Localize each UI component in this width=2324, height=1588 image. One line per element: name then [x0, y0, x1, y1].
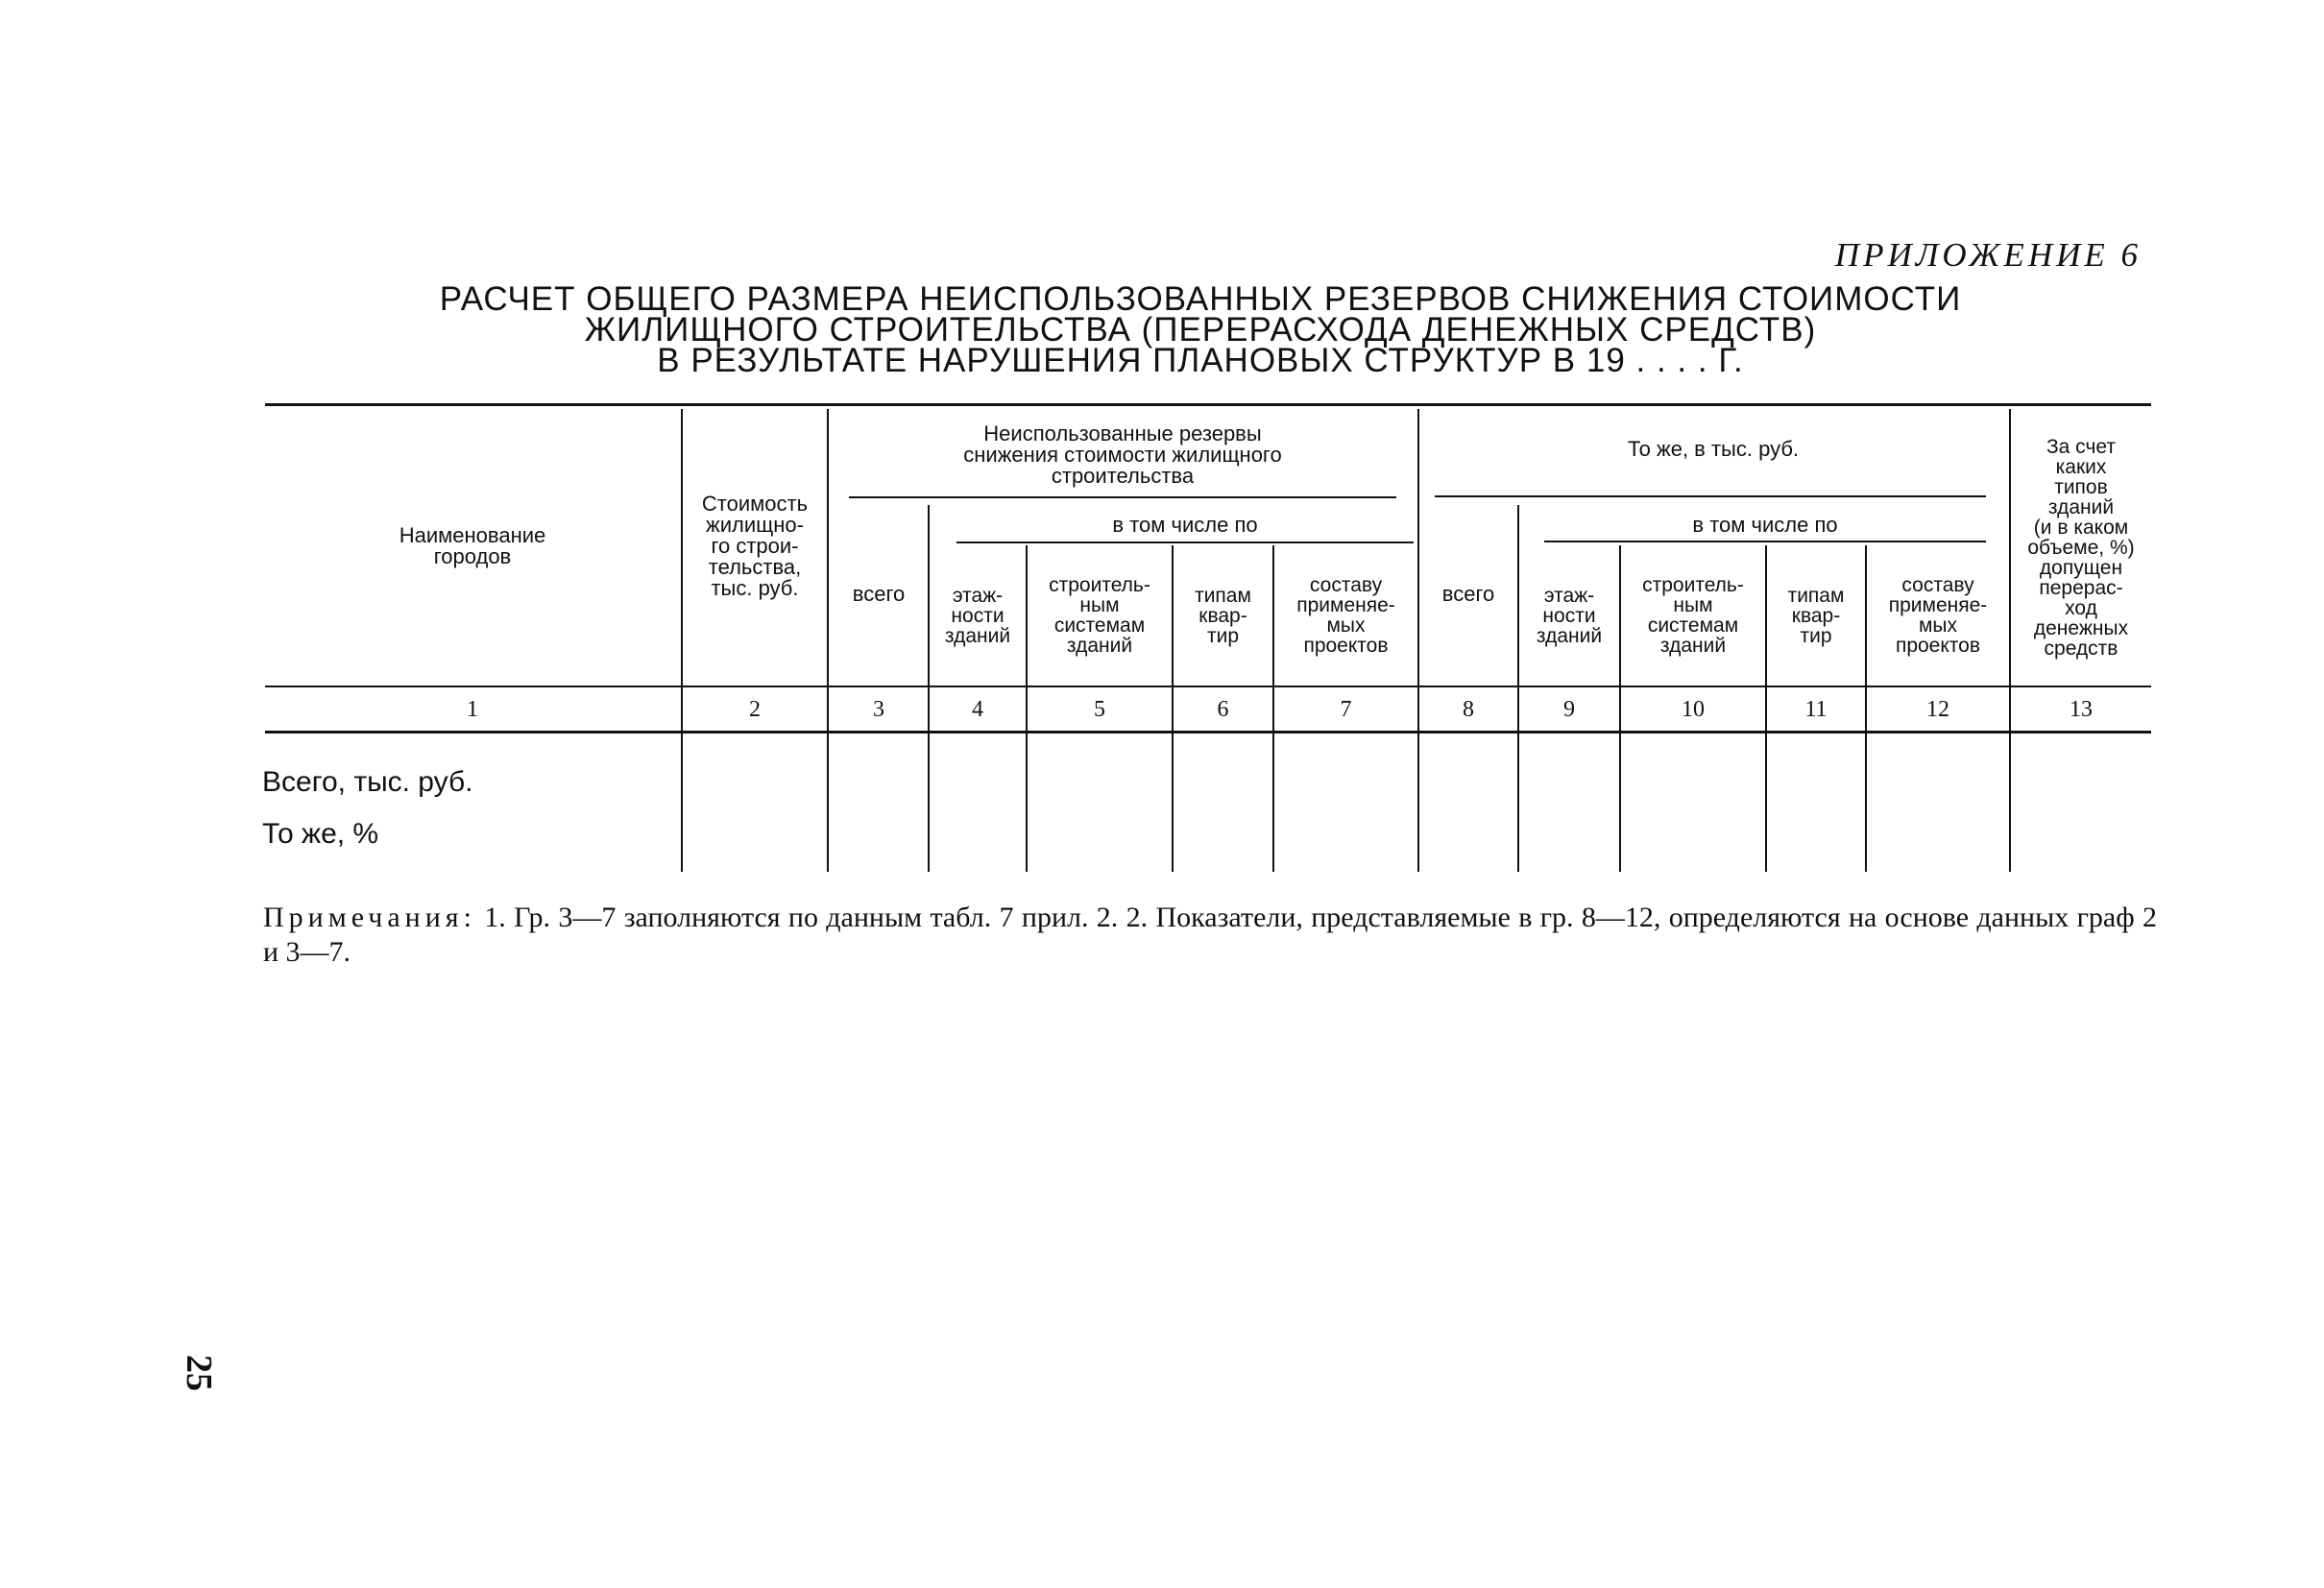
header-total-2: всего: [1441, 582, 1495, 606]
header-apartment-types-1: типам квар- тир: [1195, 584, 1251, 647]
header-total-1: всего: [852, 582, 906, 606]
header-floors-2: этаж- ности зданий: [1536, 584, 1603, 647]
column-number: 2: [749, 697, 761, 722]
header-including-1: в том числе по: [1112, 513, 1258, 537]
header-unused-reserves: Неиспользованные резервы снижения стоимости жилищного строительства: [963, 421, 1282, 488]
column-number: 5: [1094, 697, 1105, 722]
column-number: 11: [1804, 697, 1828, 722]
document-title: [403, 280, 1997, 379]
numbers-bottom-rule: [265, 731, 2151, 734]
notes: [263, 901, 2157, 970]
header-same-thousand-rub: То же, в тыс. руб.: [1627, 437, 1800, 461]
header-apartment-types-2: типам квар- тир: [1787, 584, 1845, 647]
group-2-rule: [1435, 495, 1986, 497]
header-including-2: в том числе по: [1692, 513, 1838, 537]
header-building-systems-2: строитель- ным системам зданий: [1642, 574, 1744, 657]
row-label-same-percent: То же, %: [262, 818, 379, 850]
header-floors-1: этаж- ности зданий: [944, 584, 1011, 647]
column-number: 7: [1340, 697, 1352, 722]
header-project-composition-2: составу применяе- мых проектов: [1888, 574, 1988, 657]
column-number: 6: [1217, 697, 1229, 722]
column-number: 8: [1463, 697, 1474, 722]
column-number: 12: [1926, 697, 1949, 722]
col-divider-1: [681, 409, 683, 872]
col-divider-2: [827, 409, 829, 872]
appendix-label: ПРИЛОЖЕНИЕ 6: [1834, 236, 2142, 274]
column-number: 1: [467, 697, 478, 722]
group-1-rule: [849, 496, 1396, 498]
column-number: 4: [972, 697, 983, 722]
row-label-total-thousand-rub: Всего, тыс. руб.: [262, 766, 473, 798]
header-city-name: Наименование городов: [399, 523, 546, 568]
header-building-types: За счет каких типов зданий (и в каком объеме, %) допущен перерас- ход денежных средств: [2027, 435, 2135, 660]
header-construction-cost: Стоимость жилищно- го строи- тельства, тыс. руб.: [701, 492, 809, 600]
page-number: 25: [179, 1355, 219, 1391]
column-number: 13: [2070, 697, 2093, 722]
table-top-rule: [265, 403, 2151, 406]
column-number: 3: [873, 697, 884, 722]
header-project-composition-1: составу применяе- мых проектов: [1296, 574, 1395, 657]
header-building-systems-1: строитель- ным системам зданий: [1049, 574, 1150, 657]
column-number: 10: [1682, 697, 1705, 722]
title-line-2: ЖИЛИЩНОГО СТРОИТЕЛЬСТВА (ПЕРЕРАСХОДА ДЕНЕЖНЫХ СРЕДСТВ): [584, 311, 1817, 349]
title-line-3: В РЕЗУЛЬТАТЕ НАРУШЕНИЯ ПЛАНОВЫХ СТРУКТУР В 19 . . . . Г.: [657, 342, 1744, 379]
title-line-1: РАСЧЕТ ОБЩЕГО РАЗМЕРА НЕИСПОЛЬЗОВАННЫХ РЕЗЕРВОВ СНИЖЕНИЯ СТОИМОСТИ: [439, 280, 1962, 318]
subgroup-1-rule: [956, 541, 1414, 543]
notes-prefix: Примечания:: [263, 902, 476, 933]
column-number: 9: [1563, 697, 1575, 722]
notes-text: 1. Гр. 3—7 заполняются по данным табл. 7 прил. 2. 2. Показатели, представляемые в гр. 8—12, определяются на основе данных граф 2 и 3—7.: [263, 902, 2157, 968]
header-bottom-rule: [265, 686, 2151, 687]
